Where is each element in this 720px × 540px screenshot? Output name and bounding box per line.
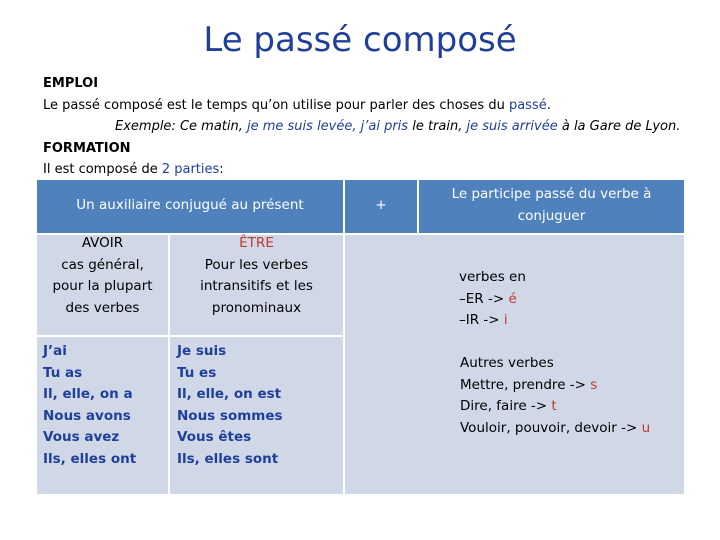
avoir-conj-line: Vous avez <box>43 429 120 445</box>
u-ending: u <box>641 419 651 436</box>
etre-desc-line: pronominaux <box>211 299 302 316</box>
emploi-example <box>43 116 693 138</box>
irregular-s <box>460 375 682 397</box>
regular-ir <box>459 310 659 332</box>
avoir-title: AVOIR <box>81 235 124 251</box>
etre-conjugation <box>177 341 337 470</box>
emploi-definition <box>43 95 693 117</box>
er-rule: –ER -> <box>459 290 509 307</box>
etre-desc <box>170 233 343 319</box>
formation-text: Il est composé de <box>43 162 162 177</box>
avoir-conj-line: Il, elle, on a <box>43 386 133 402</box>
avoir-conjugation <box>43 341 165 470</box>
emploi-heading: EMPLOI <box>43 76 99 91</box>
avoir-conj-line: Ils, elles ont <box>43 450 137 467</box>
example-text-1: Exemple: Ce matin, <box>115 119 247 134</box>
avoir-desc-line: des verbes <box>65 299 140 316</box>
u-rule: Vouloir, pouvoir, devoir -> <box>460 419 642 436</box>
regular-intro: verbes en <box>459 269 526 285</box>
regular-er <box>459 289 659 311</box>
t-ending: t <box>551 398 557 414</box>
etre-conj-line: Vous êtes <box>177 429 252 445</box>
etre-conj-line: Je suis <box>177 343 227 359</box>
participe-regular <box>459 267 659 332</box>
example-highlight-2: je suis arrivée <box>466 119 558 134</box>
avoir-desc-line: pour la plupart <box>52 278 153 294</box>
etre-title: ÊTRE <box>239 235 274 251</box>
example-text-2: le train, <box>408 119 467 134</box>
s-rule: Mettre, prendre -> <box>460 376 591 393</box>
avoir-conj-line: J’ai <box>43 343 67 359</box>
s-ending: s <box>590 376 598 393</box>
ir-ending: i <box>503 312 508 328</box>
irregular-t <box>460 396 682 418</box>
definition-period: . <box>546 97 551 113</box>
avoir-desc-line: cas général, <box>61 256 144 273</box>
avoir-conj-line: Nous avons <box>43 407 131 424</box>
etre-desc-line: intransitifs et les <box>200 278 313 294</box>
etre-desc-line: Pour les verbes <box>204 256 309 273</box>
definition-highlight: passé <box>508 97 547 113</box>
formation-colon: : <box>219 162 224 177</box>
definition-text: Le passé composé est le temps qu’on utilise pour parler des choses du <box>43 97 509 113</box>
participe-header-label: Le participe passé du verbe à conjuguer <box>451 186 652 224</box>
participe-irregular <box>460 353 682 439</box>
formation-line <box>43 159 693 181</box>
avoir-conj-line: Tu as <box>43 364 83 381</box>
page-title: Le passé composé <box>203 20 517 60</box>
ir-rule: –IR -> <box>459 312 504 328</box>
t-rule: Dire, faire -> <box>460 398 552 414</box>
formation-heading: FORMATION <box>43 140 131 156</box>
plus-sign: + <box>375 197 387 213</box>
etre-conj-line: Tu es <box>177 364 217 381</box>
aux-header-label: Un auxiliaire conjugué au présent <box>76 197 304 213</box>
avoir-desc <box>37 233 168 319</box>
example-highlight-1: je me suis levée, j’ai pris <box>247 119 409 134</box>
irregular-u <box>460 418 682 440</box>
formation-highlight: 2 parties <box>161 162 220 177</box>
irregular-intro: Autres verbes <box>460 355 554 371</box>
etre-conj-line: Ils, elles sont <box>177 450 279 467</box>
etre-conj-line: Il, elle, on est <box>177 386 282 402</box>
etre-conj-line: Nous sommes <box>177 407 283 424</box>
example-text-3: à la Gare de Lyon. <box>557 119 681 134</box>
intro-text <box>43 73 693 181</box>
er-ending: é <box>508 290 517 307</box>
